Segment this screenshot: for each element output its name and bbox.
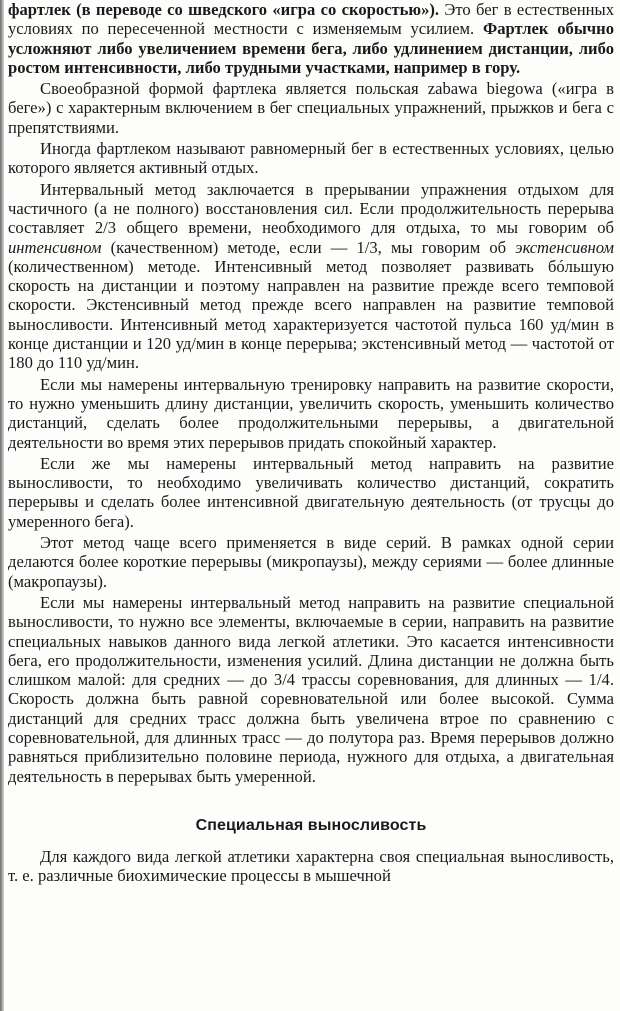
section-heading: Специальная выносливость [195, 816, 427, 834]
paragraph-fartlek-definition [8, 0, 614, 77]
interval-text-a: Интервальный метод заключается в прерывании упражнения отдыхом для частичного (а не полного) восстановления сил. Если продолжительность перерыва составляет 2/3 общего времени, необходимого для отдыха, то мы говорим об [8, 179, 614, 238]
paragraph-endurance-training: Если же мы намерены интервальный метод направить на развитие выносливости, то необходимо увеличивать количество дистанций, сократить перерывы и сделать более интенсивной двигательную деятельность (от трусцы до умеренного бега). [8, 453, 614, 531]
interval-text-b: (качественном) методе, если — 1/3, мы говорим об [101, 237, 516, 257]
bold-phrase-2: Фартлек обычно усложняют либо увеличением времени бега, либо удлинением дистанции, либо ростом интенсивности, либо трудными участками, например в гору. [8, 19, 614, 77]
italic-extensive: экстенсивном [515, 237, 614, 257]
body-text [8, 0, 614, 886]
italic-intensive: интенсивном [8, 237, 102, 257]
paragraph-speed-training: Если мы намерены интервальную тренировку направить на развитие скорости, то нужно уменьшить длину дистанции, увеличить скорость, уменьшить количество дистанций, сделать более продолжительными перерывы, а двигательной деятельности во время этих перерывов придать спокойный характер. [8, 374, 614, 452]
paragraph-fartlek-rest: Иногда фартлеком называют равномерный бег в естественных условиях, целью которого является активный отдых. [8, 139, 614, 178]
paragraph-series: Этот метод чаще всего применяется в виде серий. В рамках одной серии делаются более короткие перерывы (микропаузы), между сериями — более длинные (макропаузы). [8, 533, 614, 591]
paragraph-zabawa: Своеобразной формой фартлека является польская zabawa biegowa («игра в беге») с характерным включением в бег специальных упражнений, прыжков и бега с препятствиями. [8, 79, 614, 137]
plain-phrase: Это бег в естественных условиях по пересеченной местности с изменяемым усилием. [8, 0, 614, 39]
paragraph-section-start: Для каждого вида легкой атлетики характерна своя специальная выносливость, т. е. различные биохимические процессы в мышечной [8, 847, 614, 886]
paragraph-interval-method [8, 180, 614, 373]
page-spine-shadow [0, 0, 4, 1011]
paragraph-special-endurance: Если мы намерены интервальный метод направить на развитие специальной выносливости, то нужно все элементы, включаемые в серии, направить на развитие специальных навыков данного вида легкой атлетики. Это касается интенсивности бега, его продолжительности, изменения усилий. Длина дистанции не должна быть слишком малой: для средних — до 3/4 трассы соревнования, для длинных — 1/4. Скорость должна быть равной соревновательной или более высокой. Сумма дистанций для средних трасс должна быть увеличена втрое по сравнению с соревновательной, для длинных трасс — до полутора раз. Время перерывов должно равняться приблизительно половине периода, нужного для отдыха, а двигательная деятельность в перерывах быть умеренной. [8, 592, 614, 786]
interval-text-c: (количественном) методе. Интенсивный метод позволяет развивать бóльшую скорость на дистанции и поэтому направлен на развитие прежде всего темповой скорости. Экстенсивный метод прежде всего направлен на развитие темповой выносливости. Интенсивный метод характеризуется частотой пульса 160 уд/мин в конце дистанции и 120 уд/мин в конце перерыва; экстенсивный метод — частотой от 180 до 110 уд/мин. [8, 256, 614, 373]
bold-phrase: фартлек (в переводе со шведского «игра со скоростью»). [8, 0, 440, 19]
